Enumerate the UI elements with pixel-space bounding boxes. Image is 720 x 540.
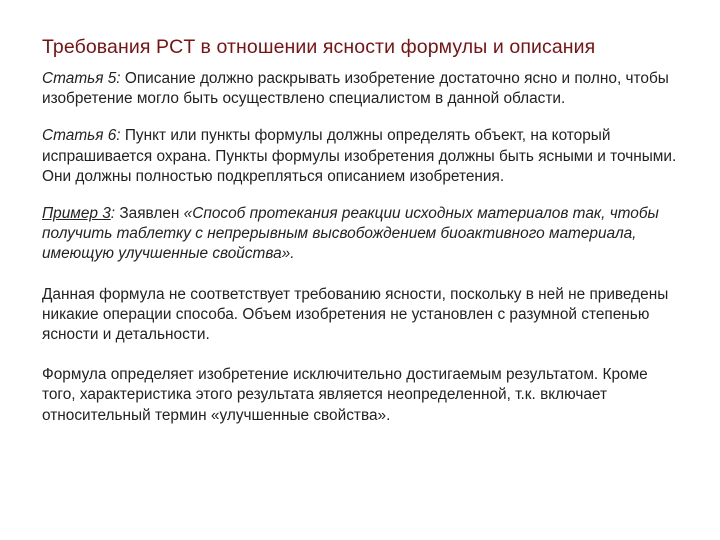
example-3-lead: Заявлен — [115, 205, 184, 223]
result-paragraph: Формула определяет изобретение исключительно достигаемым результатом. Кроме того, характеристика этого результата является неопределенной, т.к. включает относительный термин «улучшенные свойства». — [42, 366, 648, 424]
example-3-colon: : — [110, 205, 116, 223]
example-3-paragraph — [42, 204, 682, 265]
example-3-label: Пример 3 — [42, 205, 111, 223]
clarity-paragraph: Данная формула не соответствует требованию ясности, поскольку в ней не приведены никакие операции способа. Объем изобретения не установлен с разумной степенью ясности и детальности. — [42, 285, 669, 344]
article-6-label: Статья 6: — [42, 127, 121, 145]
article-5-text: Описание должно раскрывать изобретение достаточно ясно и полно, чтобы изобретение могло быть осуществлено специалистом в данной области. — [42, 70, 669, 108]
article-6-text: Пункт или пункты формулы должны определять объект, на который испрашивается охрана. Пункты формулы изобретения должны быть ясными и точными. Они должны полностью подкрепляться описанием изобретения. — [42, 127, 677, 185]
slide-body — [42, 69, 682, 426]
article-5-paragraph — [42, 69, 682, 109]
example-3-quote: «Способ протекания реакции исходных материалов так, чтобы получить таблетку с непрерывным высвобождением биоактивного материала, имеющую улучшенные свойства». — [42, 205, 659, 263]
article-5-label: Статья 5: — [42, 70, 121, 87]
article-6-paragraph — [42, 126, 682, 187]
slide-title: Требования PCT в отношении ясности формулы и описания — [42, 36, 596, 58]
